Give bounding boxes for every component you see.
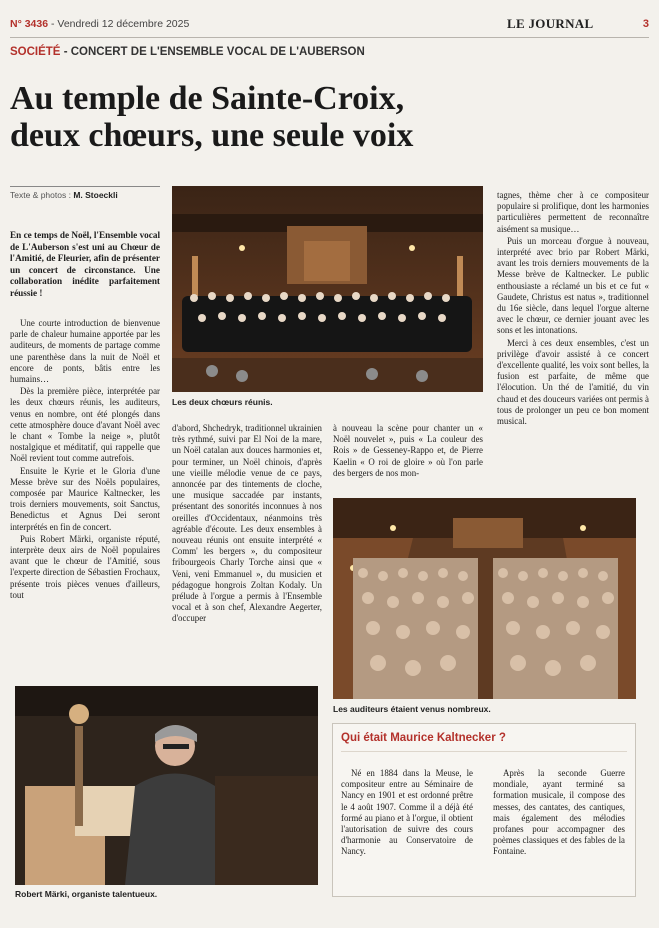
audience-photo [333, 498, 636, 699]
info-box [332, 723, 636, 897]
headline-line-1: Au temple de Sainte-Croix, [10, 80, 405, 117]
paragraph: Merci à ces deux ensembles, c'est un privilège d'avoir assisté à ce concert d'excellente qualité, les voix sont belles, la fusion est parfaite, de même que l'élocution. Un thé de l'amitié, du vin chaud et des douceurs variées ont permis à tous de prolonger un peu ce bon moment musical. [497, 337, 649, 427]
kicker [10, 46, 365, 58]
audience-caption: Les auditeurs étaient venus nombreux. [333, 704, 491, 714]
choirs-caption: Les deux chœurs réunis. [172, 397, 273, 407]
issue-date: - Vendredi 12 décembre 2025 [50, 18, 190, 30]
audience-photo-image [333, 498, 636, 699]
page-number: 3 [642, 18, 649, 30]
credit-author: M. Stoeckli [73, 190, 118, 200]
choirs-photo-image [172, 186, 483, 392]
paragraph: Ensuite le Kyrie et le Gloria d'une Messe brève sur des Noëls populaires, composée par Maurice Kaltnecker, les trois derniers mouvements, soit Sanctus, Benedictus et Agnus Dei seront interprétés en fin de concert. [10, 465, 160, 532]
body-column-2 [172, 423, 322, 626]
kicker-subject: - CONCERT DE L'ENSEMBLE VOCAL DE L'AUBERSON [63, 46, 365, 58]
credit-label: Texte & photos : [10, 190, 71, 200]
info-box-divider [341, 751, 627, 752]
paragraph: d'abord, Shchedryk, traditionnel ukrainien très rythmé, suivi par El Noi de la mare, un Noël catalan aux douces harmonies et, pour terminer, un Noël chinois, d'après une vieille mélodie venue de ce pays, annoncée par des tintements de cloche, une musique saccadée par instants, présentant des sonorités inconnues à nos oreilles d'Occidentaux, néanmoins très agréable d'écoute. Les deux ensembles à nouveau réunis ont ensuite interprété « Comm' les bergers », du compositeur fribourgeois Charly Torche ainsi que « Veni, veni Emmanuel », du musicien et pédagogue hongrois Zoltan Kodaly. Un prélude à l'orgue a permis à l'Ensemble vocal et à son chef, Alexandre Aegerter, d'occuper [172, 423, 322, 624]
paragraph: Puis Robert Märki, organiste réputé, interprète deux airs de Noël populaires avant que le chœur de l'Amitié, sous l'experte direction de Sébastien Frochaux, présente trois pièces venues d'ailleurs, tout [10, 533, 160, 600]
body-column-3 [333, 423, 483, 480]
page-header [10, 18, 649, 36]
organist-caption: Robert Märki, organiste talentueux. [15, 889, 158, 899]
header-divider [10, 37, 649, 38]
issue-line [10, 18, 189, 30]
paragraph: Puis un morceau d'orgue à nouveau, interprété avec brio par Robert Märki, avant les trois derniers mouvements de la Messe brève de Kaltnecker. Le public enthousiaste a réclamé un bis et ce fut « Gaudete, Christus est natus », traditionnel du 16e siècle, dans lequel l'orgue alterne avec le chœur, ce dernier jouant avec les sons et les intonations. [497, 235, 649, 336]
author-credit [10, 186, 160, 200]
paragraph: Après la seconde Guerre mondiale, ayant terminé sa formation musicale, il compose des messes, des cantates, des cantiques, mais également des mélodies profanes pour accompagner des poèmes classiques et des fables de la Fontaine. [493, 768, 625, 857]
paragraph: Une courte introduction de bienvenue parle de chaleur humaine apportée par les auditeurs, de moments de partage comme une parenthèse dans la nuit de Noël et encore de ponts, bâtis entre les humains… [10, 318, 160, 385]
body-column-4 [497, 190, 649, 428]
kicker-category: SOCIÉTÉ [10, 46, 61, 58]
issue-number: N° 3436 [10, 18, 49, 30]
lead-paragraph: En ce temps de Noël, l'Ensemble vocal de L'Auberson s'est uni au Chœur de l'Amitié, de Fleurier, afin de présenter un concert de circonstance. Une collaboration inédite parfaitement réussie ! [10, 230, 160, 298]
organist-photo [15, 686, 318, 885]
paragraph: tagnes, thème cher à ce compositeur populaire si prolifique, dont les harmonies particulières permettent de reconnaître aisément sa musique… [497, 190, 649, 234]
info-box-title: Qui était Maurice Kaltnecker ? [341, 732, 506, 744]
info-box-column-1 [341, 768, 473, 858]
body-column-1 [10, 318, 160, 602]
headline [10, 80, 480, 154]
organist-photo-image [15, 686, 318, 885]
headline-line-2: deux chœurs, une seule voix [10, 117, 414, 154]
paragraph: Né en 1884 dans la Meuse, le compositeur entre au Séminaire de Nancy en 1901 et est ordonné prêtre le 4 août 1907. Comme il a déjà été formé au piano et à l'orgue, il obtient l'autorisation de suivre des cours d'harmonie au Conservatoire de Nancy. [341, 768, 473, 857]
publication-logo: LE JOURNAL [507, 16, 594, 31]
paragraph: Dès la première pièce, interprétée par les deux chœurs réunis, les auditeurs, venus en nombre, ont été plongés dans cette atmosphère douce d'avant Noël avec le chant « Tombe la neige », plutôt nostalgique et méditatif, qui rappelle que Noël revient tout comme autrefois. [10, 386, 160, 464]
info-box-column-2 [493, 768, 625, 858]
choirs-photo [172, 186, 483, 392]
paragraph: à nouveau la scène pour chanter un « Noël nouvelet », puis « La couleur des Rois » de Gesseney-Rappo et, de Pierre Kaelin « O roi de gloire » où l'on parle des bergers de nos mon- [333, 423, 483, 478]
